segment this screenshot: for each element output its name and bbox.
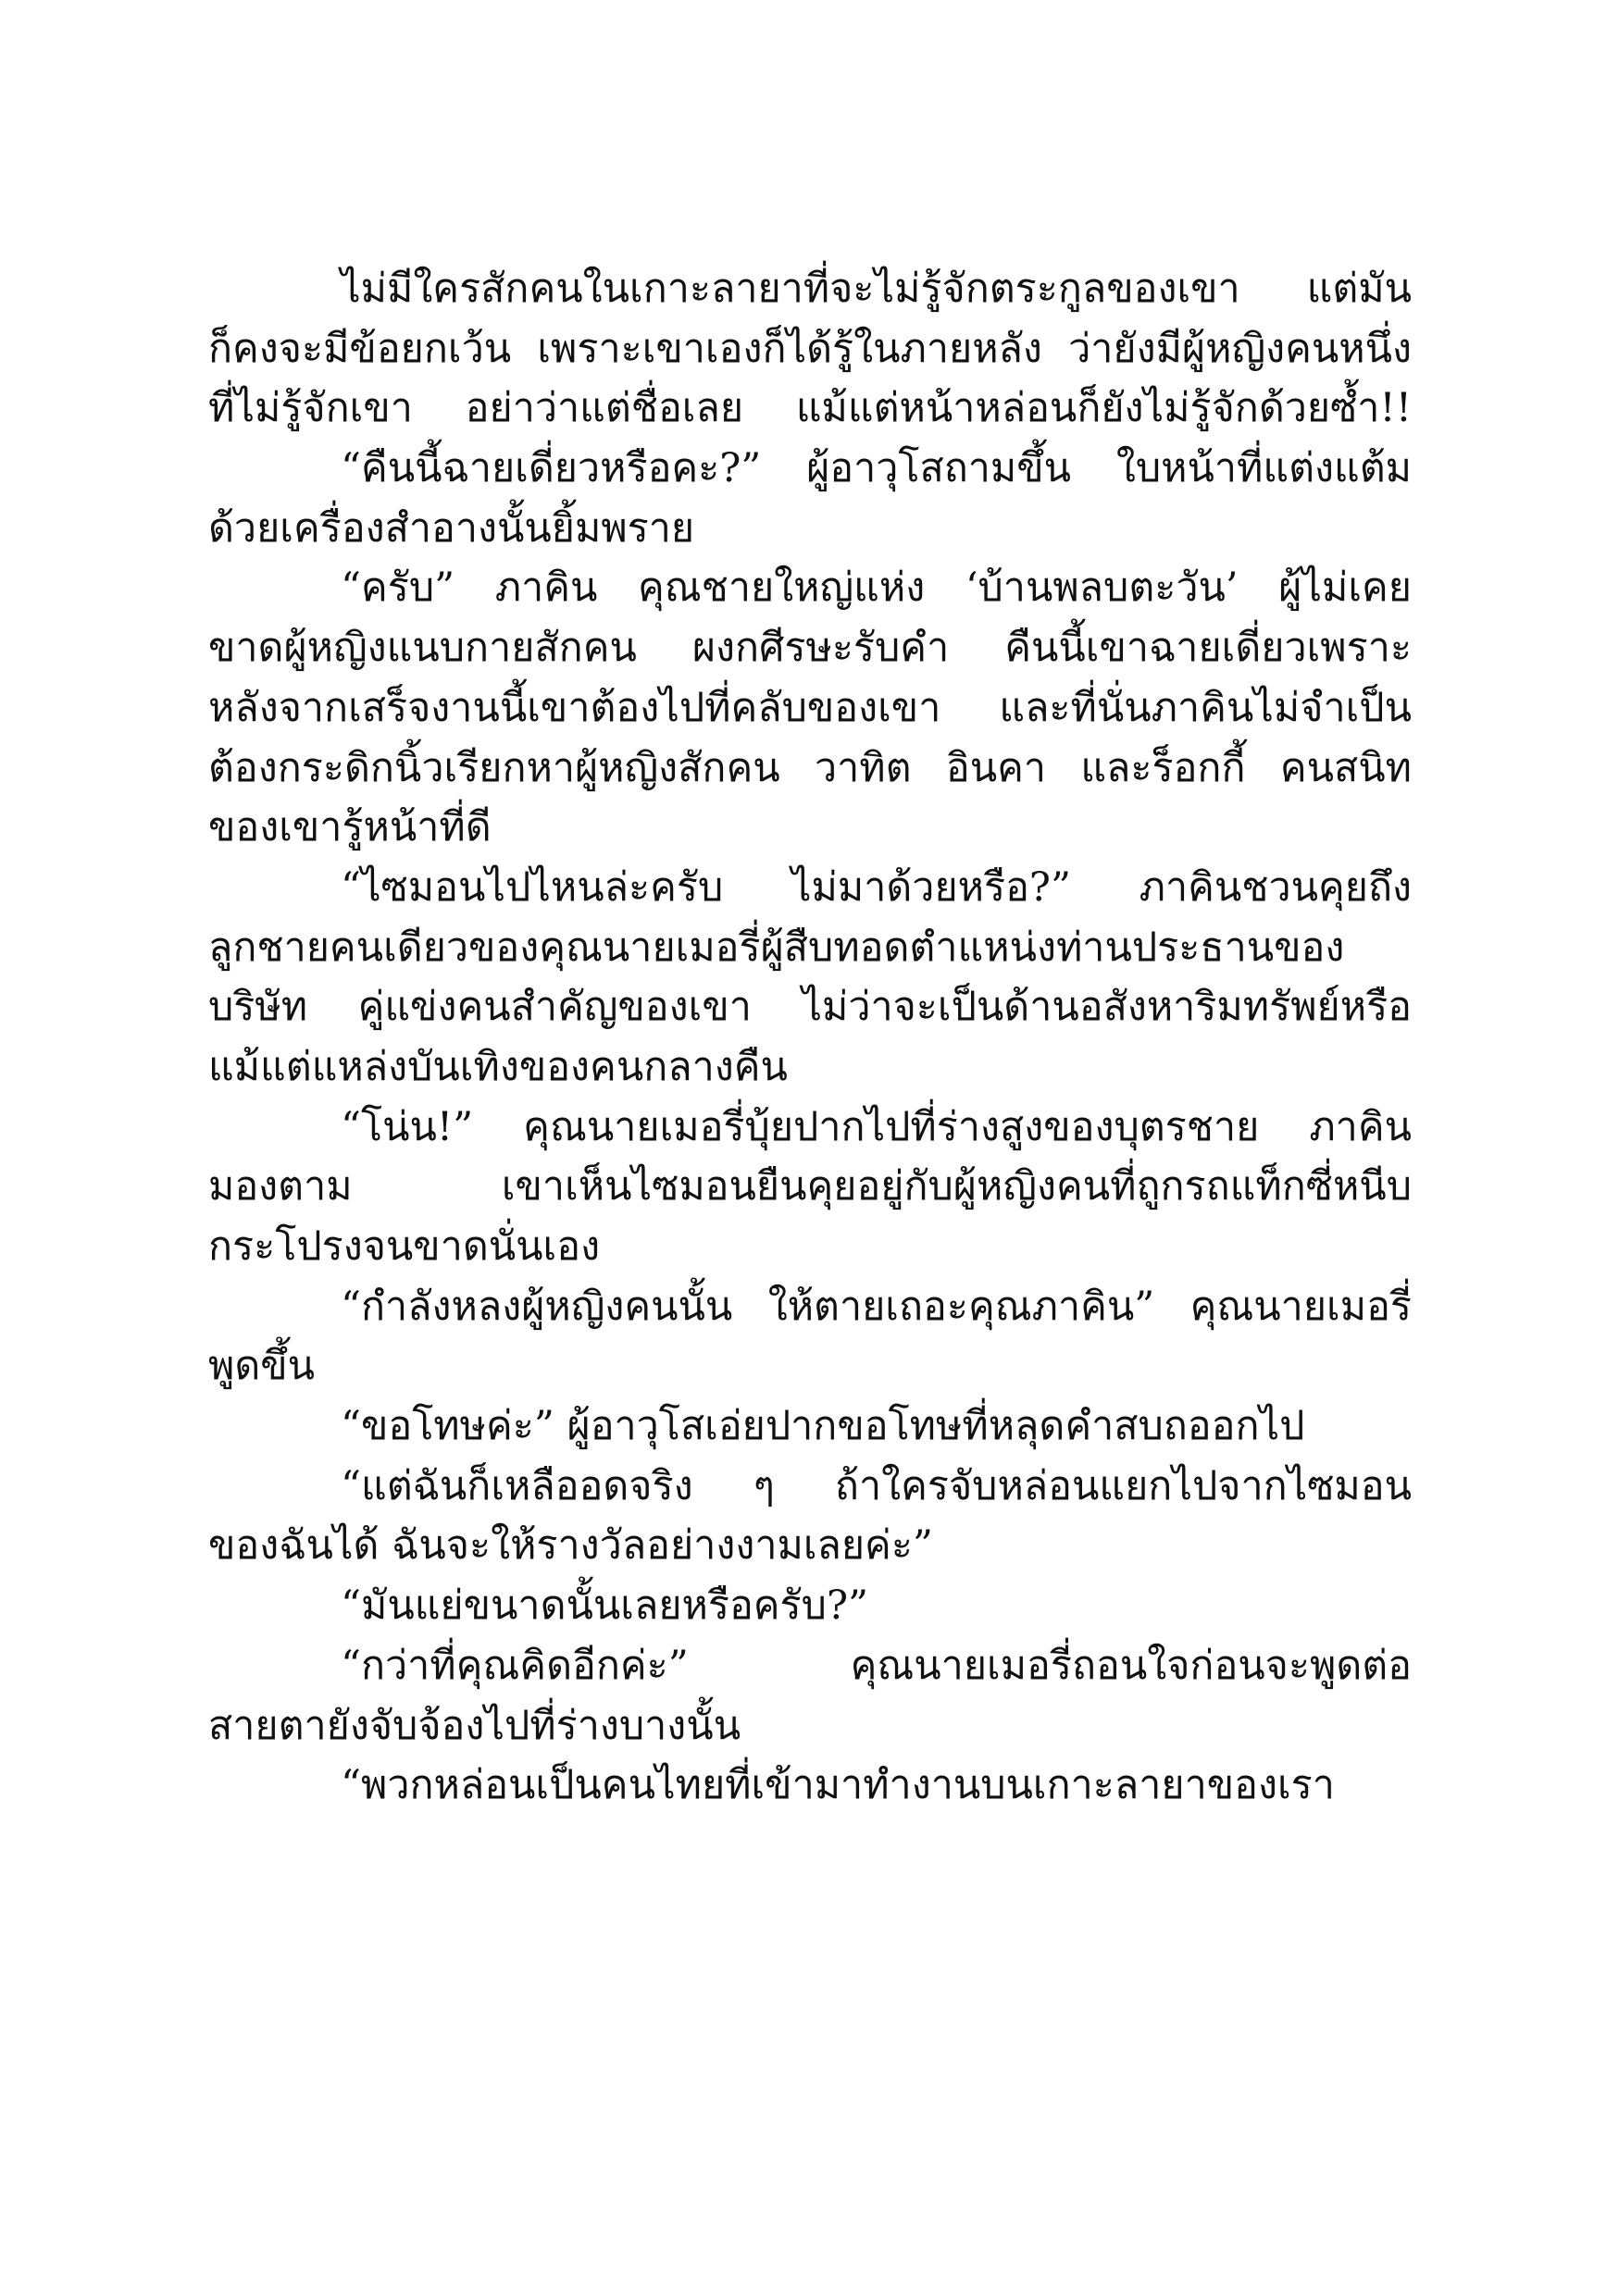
- text-line: “ขอโทษค่ะ” ผู้อาวุโสเอ่ยปากขอโทษที่หลุดคำสบถออกไป: [341, 1403, 1305, 1450]
- text-line: บริษัท คู่แข่งคนสำคัญของเขา ไม่ว่าจะเป็นด้านอสังหาริมทรัพย์หรือ: [208, 984, 1412, 1031]
- text-line: สายตายังจับจ้องไปที่ร่างบางนั้น: [208, 1702, 741, 1749]
- text-line: ด้วยเครื่องสำอางนั้นยิ้มพราย: [208, 504, 695, 552]
- text-line: “มันแย่ขนาดนั้นเลยหรือครับ?”: [341, 1582, 868, 1630]
- text-line: “กว่าที่คุณคิดอีกค่ะ” คุณนายเมอรี่ถอนใจก่อนจะพูดต่อ: [341, 1642, 1412, 1689]
- text-line: ก็คงจะมีข้อยกเว้น เพราะเขาเองก็ได้รู้ในภายหลัง ว่ายังมีผู้หญิงคนหนึ่ง: [208, 325, 1412, 372]
- text-line: “คืนนี้ฉายเดี่ยวหรือคะ?” ผู้อาวุโสถามขึ้น ใบหน้าที่แต่งแต้ม: [341, 445, 1412, 492]
- text-line: “แต่ฉันก็เหลืออดจริง ๆ ถ้าใครจับหล่อนแยกไปจากไซมอน: [341, 1462, 1412, 1509]
- text-line: มองตาม เขาเห็นไซมอนยืนคุยอยู่กับผู้หญิงคนที่ถูกรถแท็กซี่หนีบ: [208, 1163, 1412, 1210]
- text-line: “ไซมอนไปไหนล่ะครับ ไม่มาด้วยหรือ?” ภาคินชวนคุยถึง: [341, 863, 1412, 911]
- text-line: ต้องกระดิกนิ้วเรียกหาผู้หญิงสักคน วาทิต อินคา และร็อกกี้ คนสนิท: [208, 744, 1412, 791]
- document-page: [208, 259, 1412, 1816]
- text-line: แม้แต่แหล่งบันเทิงของคนกลางคืน: [208, 1043, 788, 1090]
- text-line: “โน่น!” คุณนายเมอรี่บุ้ยปากไปที่ร่างสูงของบุตรชาย ภาคิน: [341, 1103, 1412, 1150]
- text-line: พูดขึ้น: [208, 1343, 316, 1390]
- text-line: “พวกหล่อนเป็นคนไทยที่เข้ามาทำงานบนเกาะลายาของเรา: [341, 1762, 1335, 1809]
- text-line: กระโปรงจนขาดนั่นเอง: [208, 1223, 601, 1270]
- text-line: “กำลังหลงผู้หญิงคนนั้น ให้ตายเถอะคุณภาคิน” คุณนายเมอรี่: [341, 1283, 1412, 1330]
- text-line: ขาดผู้หญิงแนบกายสักคน ผงกศีรษะรับคำ คืนนี้เขาฉายเดี่ยวเพราะ: [208, 625, 1412, 672]
- text-line: “ครับ” ภาคิน คุณชายใหญ่แห่ง ‘บ้านพลบตะวัน’ ผู้ไม่เคย: [341, 565, 1412, 612]
- text-line: ลูกชายคนเดียวของคุณนายเมอรี่ผู้สืบทอดตำแหน่งท่านประธานของ: [208, 924, 1345, 971]
- text-line: ไม่มีใครสักคนในเกาะลายาที่จะไม่รู้จักตระกูลของเขา แต่มัน: [341, 266, 1412, 312]
- text-line: หลังจากเสร็จงานนี้เขาต้องไปที่คลับของเขา และที่นั่นภาคินไม่จำเป็น: [208, 684, 1412, 731]
- text-line: ของฉันได้ ฉันจะให้รางวัลอย่างงามเลยค่ะ”: [208, 1522, 933, 1570]
- text-line: ที่ไม่รู้จักเขา อย่าว่าแต่ชื่อเลย แม้แต่หน้าหล่อนก็ยังไม่รู้จักด้วยซ้ำ!!: [208, 385, 1412, 432]
- text-line: ของเขารู้หน้าที่ดี: [208, 804, 492, 851]
